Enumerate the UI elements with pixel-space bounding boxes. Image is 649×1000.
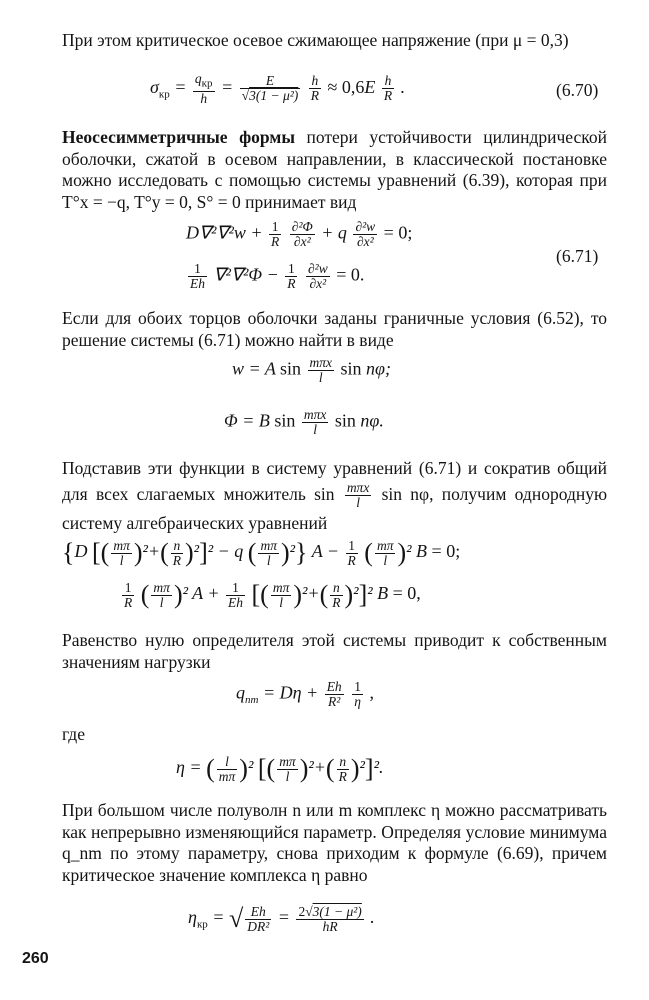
equation-w-solution: w = A sin $\frac{\text{mπx}}{l}$ sin nφ; xyxy=(232,355,391,385)
equation-6-71-line-1: D∇²∇²w + $\frac{1}{R}$ $\frac{\text{∂²Φ}}{\text{∂x²}}$ + q $\frac{\text{∂²w}}{\text{∂x²}}$ = 0; xyxy=(186,219,413,249)
equation-eta-critical: $\eta_{кр}$ = √ $\frac{Eh}{\text{DR²}}$ = $\frac{\text{2√3(1 − μ²)}}{hR}$ . xyxy=(188,903,375,934)
paragraph-nonaxisymmetric xyxy=(62,127,607,213)
paragraph-large-halfwaves: При большом числе полуволн n или m комплекс η можно рассматривать как непрерывно изменяющийся параметр. Определяя условие минимума q_nm по этому параметру, снова приходим к формуле (6.69), причем критическое значение комплекса η равно xyxy=(62,800,607,885)
paragraph-text: потери устойчивости цилиндрической оболочки, сжатой в осевом направлении, в классической постановке можно исследовать с помощью системы уравнений (6.39), которая при T°x = −q, T°y = 0, S° = 0 принимает вид xyxy=(62,127,607,212)
paragraph-text-b: sin nφ, получим однородную систему алгебраических уравнений xyxy=(62,484,608,534)
equation-6-71-line-2: $\frac{1}{Eh}$ ∇²∇²Φ − $\frac{1}{R}$ $\frac{\text{∂²w}}{\text{∂x²}}$ = 0. xyxy=(190,261,365,291)
equation-eta: η = ( $\frac{l}{m\pi}$ )² [( $\frac{m\pi}{l}$ )²+( $\frac{n}{R}$ )²]². xyxy=(176,753,384,784)
paragraph-substitution xyxy=(62,455,607,536)
inline-fraction: $\frac{\text{mπx}}{l}$ xyxy=(346,480,370,511)
term-bold: Неосесимметричные формы xyxy=(62,127,295,147)
page-number: 260 xyxy=(22,950,49,967)
equation-number-6-71: (6.71) xyxy=(556,246,599,266)
equation-system-line-1: {D [( $\frac{m\pi}{l}$ )²+( $\frac{n}{R}$ )²]² − q ( $\frac{m\pi}{l}$ )²} A − $\frac{1}{R}$ ( $\frac{m\pi}{l}$ )² B = 0; xyxy=(62,537,461,568)
equation-phi-solution: Φ = B sin $\frac{\text{mπx}}{l}$ sin nφ. xyxy=(224,407,384,437)
paragraph-boundary: Если для обоих торцов оболочки заданы граничные условия (6.52), то решение системы (6.71) можно найти в виде xyxy=(62,308,607,350)
equation-6-70: $\sigma_{кр}$ = $\frac{q_{кр}}{h}$ = $\frac{E}{\text{√3(1 − μ²)}}$ $\frac{h}{R}$ ≈ 0,6E $\frac{h}{R}$ . xyxy=(150,71,406,106)
paragraph-intro: При этом критическое осевое сжимающее напряжение (при μ = 0,3) xyxy=(62,30,569,50)
equation-system-line-2: $\frac{1}{R}$ ( $\frac{m\pi}{l}$ )² A + $\frac{1}{Eh}$ [( $\frac{m\pi}{l}$ )²+( $\frac{n}{R}$ )²]² B = 0, xyxy=(124,579,421,610)
paragraph-text-a: Подставив эти функции в систему уравнений (6.71) и сократив общий для всех слагаемых множитель sin xyxy=(62,458,607,504)
equation-eigenvalues: $q_{nm} = D\eta$ + $\frac{Eh}{\text{R²}}$ $\frac{1}{\eta}$ , xyxy=(236,679,374,709)
equation-number-6-70: (6.70) xyxy=(556,80,599,100)
paragraph-determinant: Равенство нулю определителя этой системы приводит к собственным значениям нагрузки xyxy=(62,630,607,672)
word-where: где xyxy=(62,724,85,744)
